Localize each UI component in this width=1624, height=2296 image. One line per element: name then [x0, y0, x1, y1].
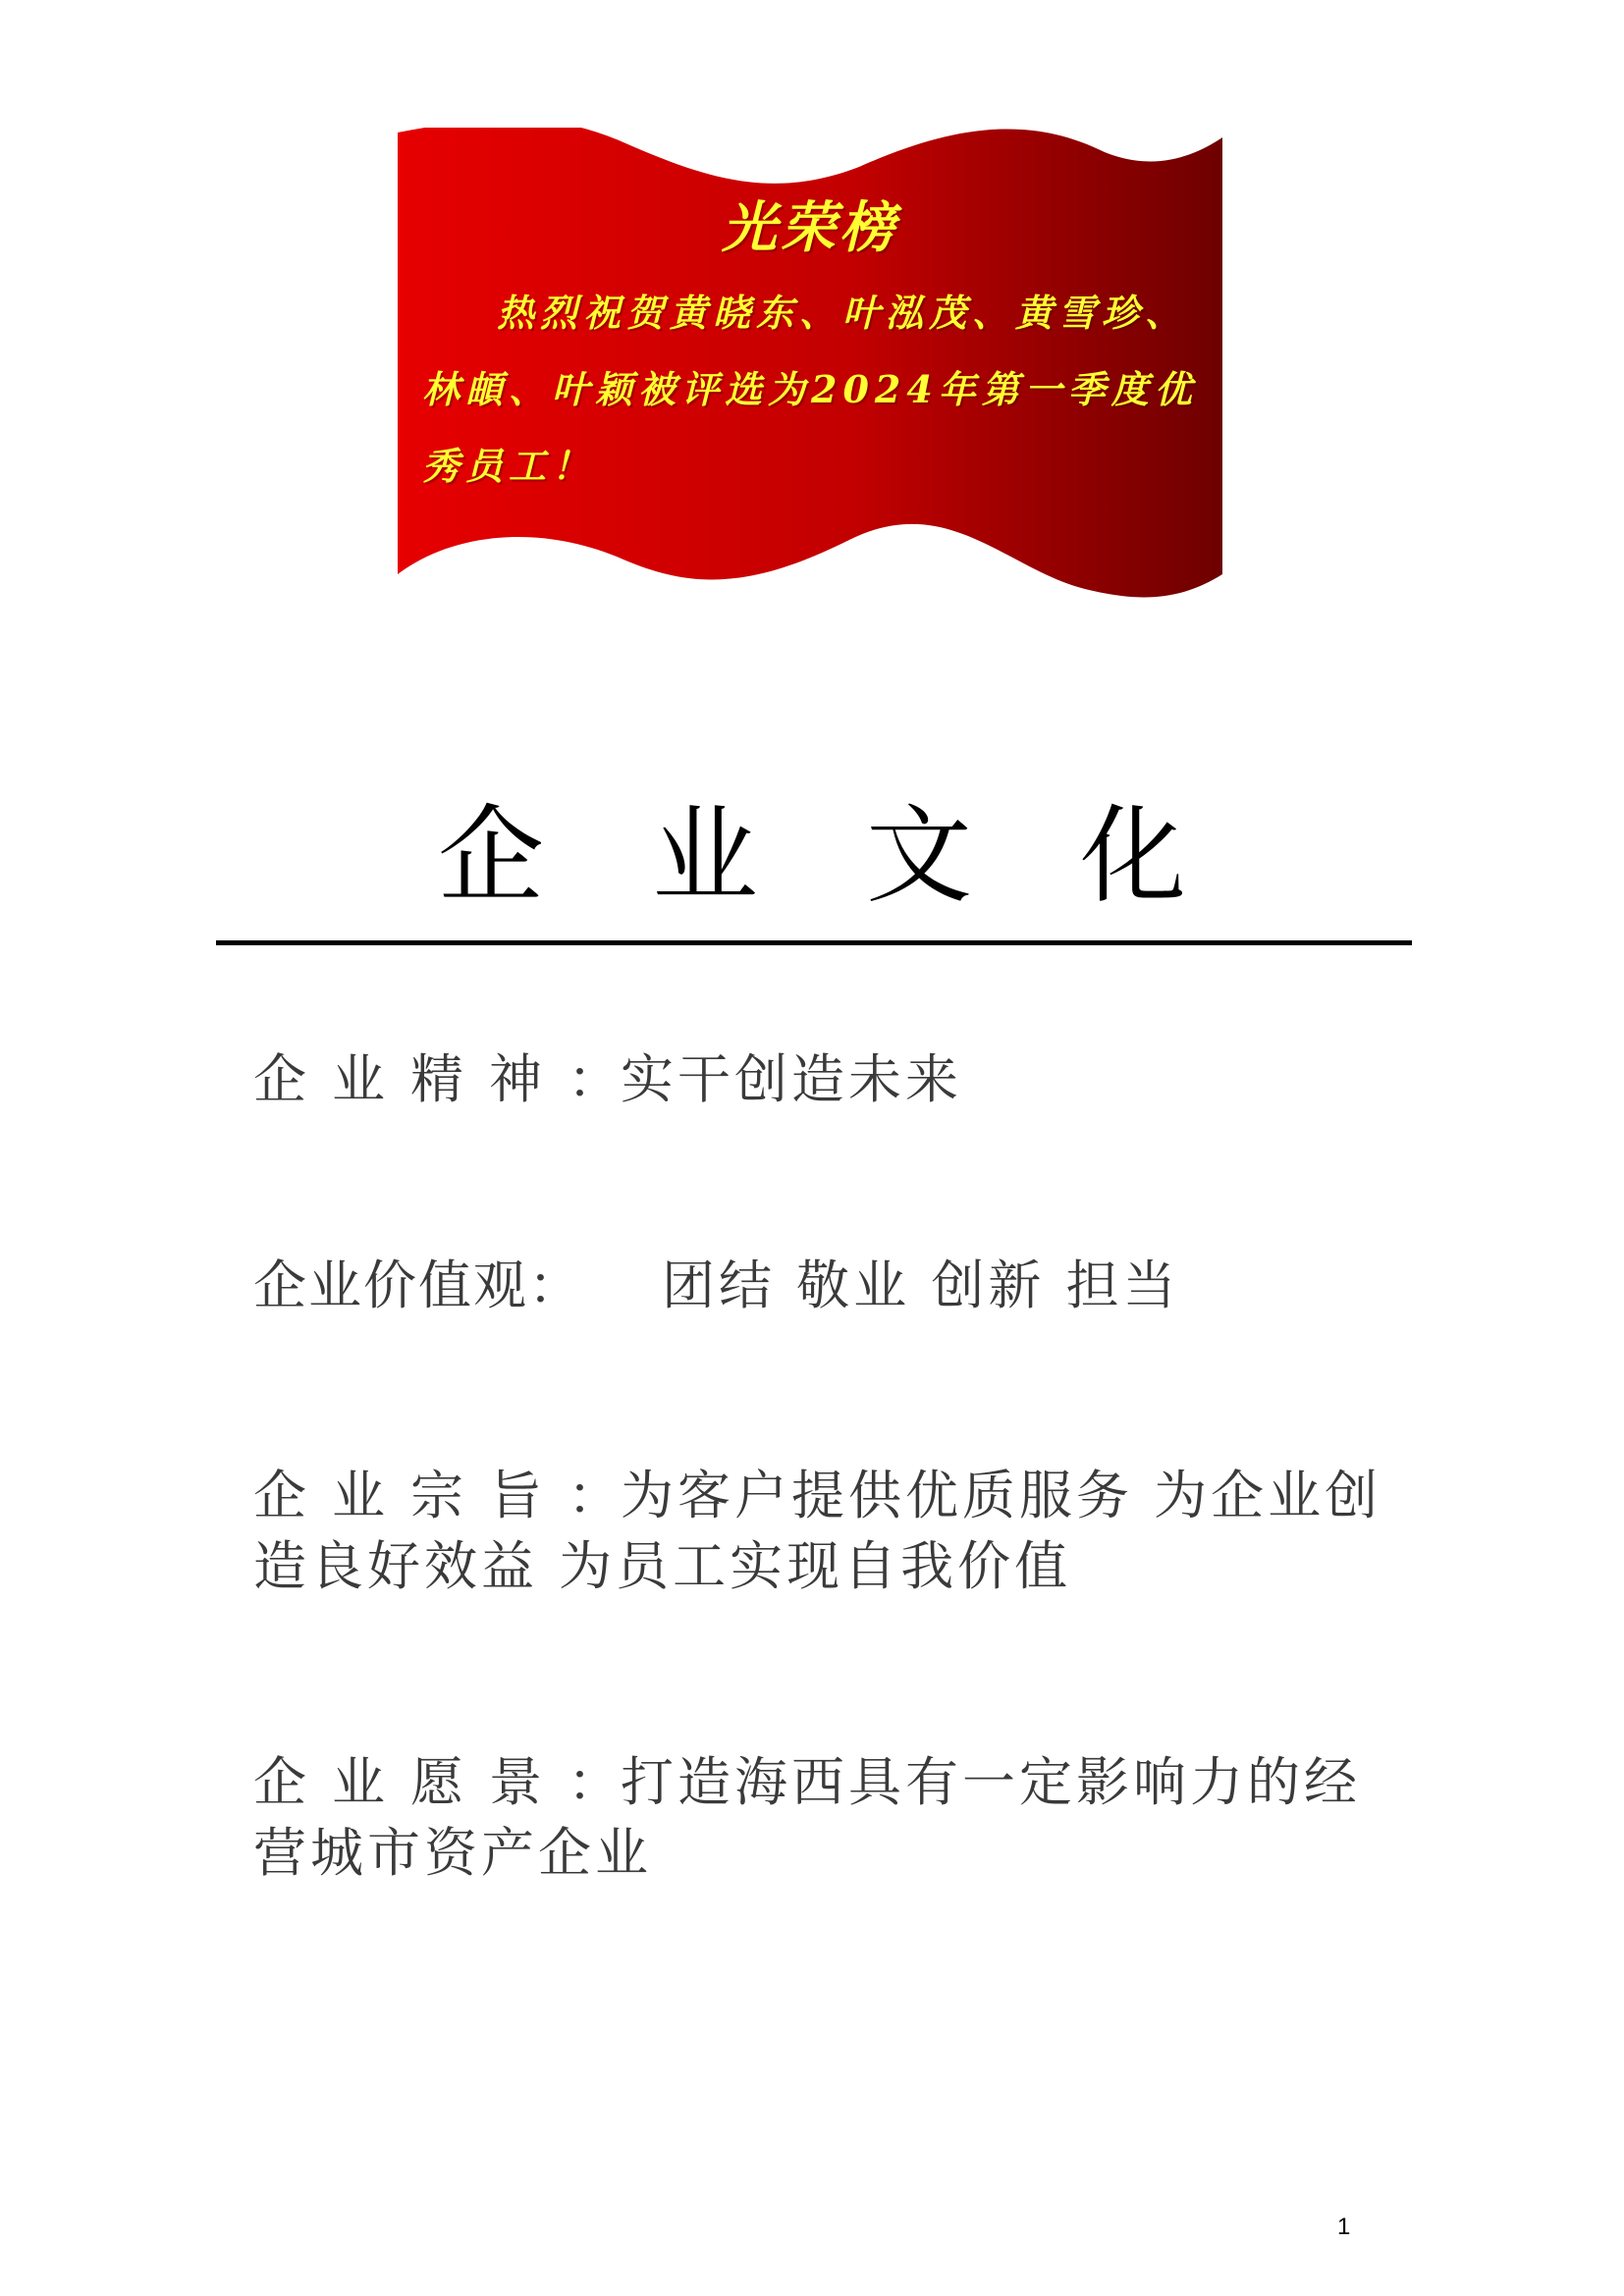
- vision-content: 打造海西具有一定影响力的经营城市资产企业: [253, 1751, 1361, 1884]
- values-label: 企业价值观：: [253, 1255, 583, 1316]
- heading-divider: [216, 940, 1412, 945]
- vision-label: 企业愿景: [253, 1751, 568, 1813]
- culture-heading: 企业文化: [437, 795, 1294, 918]
- spirit-label: 企业精神: [253, 1048, 568, 1110]
- values-section: [253, 1251, 1382, 1321]
- purpose-section: [253, 1461, 1382, 1602]
- honor-banner: [398, 128, 1222, 609]
- purpose-label: 企业宗旨: [253, 1465, 568, 1526]
- purpose-content: 为客户提供优质服务 为企业创造良好效益 为员工实现自我价值: [253, 1465, 1382, 1597]
- page-number: 1: [1337, 2214, 1351, 2240]
- spirit-separator: ：: [568, 1048, 621, 1110]
- vision-separator: ：: [568, 1751, 621, 1813]
- purpose-separator: ：: [568, 1465, 621, 1526]
- spirit-content: 实干创造未来: [621, 1048, 962, 1110]
- spirit-section: [253, 1044, 1382, 1115]
- honor-roll-message: 热烈祝贺黄晓东、叶泓茂、黄雪珍、林頔、叶颖被评选为2024年第一季度优秀员工！: [422, 291, 1198, 488]
- vision-section: [253, 1747, 1382, 1889]
- values-content: 团结 敬业 创新 担当: [662, 1255, 1180, 1316]
- honor-roll-title: 光荣榜: [722, 195, 898, 260]
